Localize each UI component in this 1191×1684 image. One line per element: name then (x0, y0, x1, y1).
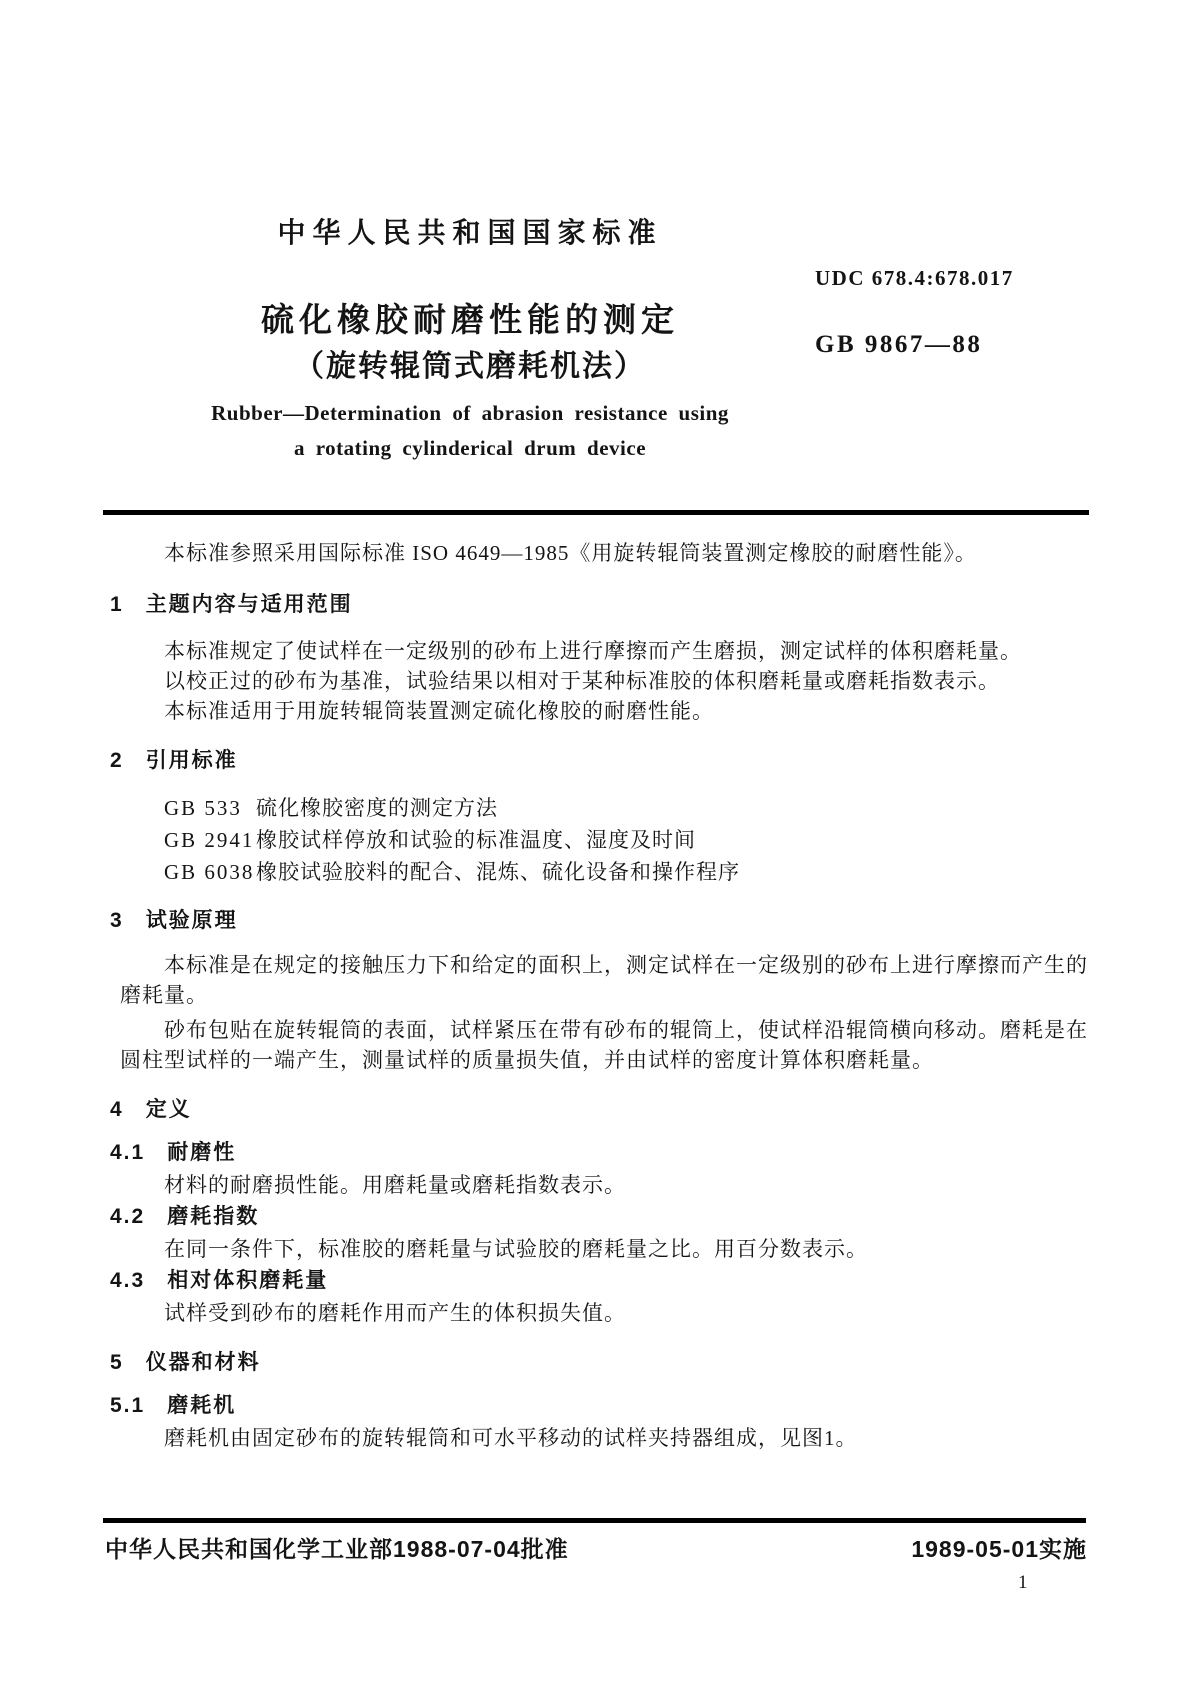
standard-code: GB 9867—88 (815, 331, 983, 358)
udc-number: UDC 678.4:678.017 (815, 266, 1014, 290)
section-number: 3 (110, 909, 124, 932)
document-subtitle-cn: （旋转辊筒式磨耗机法） (294, 350, 646, 383)
reference-code: GB 6038 (164, 860, 255, 884)
section-title: 主题内容与适用范围 (145, 593, 353, 616)
reference-title: 橡胶试验胶料的配合、混炼、硫化设备和操作程序 (256, 860, 740, 884)
document-body (110, 538, 1088, 1454)
subsection-4-1-heading (110, 1137, 1088, 1169)
reference-item (164, 792, 1088, 824)
subsection-number: 4.3 (110, 1269, 146, 1292)
section-1-paragraph-2: 以校正过的砂布为基准，试验结果以相对于某种标准胶的体积磨耗量或磨耗指数表示。 (164, 669, 1000, 693)
reference-title: 橡胶试样停放和试验的标准温度、湿度及时间 (256, 828, 696, 852)
subsection-title: 磨耗指数 (167, 1205, 260, 1228)
page-number: 1 (1018, 1572, 1028, 1593)
intro-paragraph: 本标准参照采用国际标准 ISO 4649—1985《用旋转辊筒装置测定橡胶的耐磨性能》。 (164, 541, 977, 565)
implementation-text: 1989-05-01实施 (911, 1536, 1087, 1562)
section-number: 1 (110, 593, 124, 616)
subsection-number: 4.2 (110, 1205, 146, 1228)
section-number: 2 (110, 749, 124, 772)
reference-item (164, 824, 1088, 856)
section-number: 5 (110, 1351, 124, 1374)
section-title: 试验原理 (145, 909, 238, 932)
section-4-heading (110, 1095, 1088, 1125)
section-number: 4 (110, 1098, 124, 1121)
reference-code: GB 2941 (164, 828, 255, 852)
section-3-heading (110, 906, 1088, 936)
reference-code: GB 533 (164, 796, 242, 820)
section-title: 引用标准 (145, 749, 238, 772)
section-3-paragraph-2: 砂布包贴在旋转辊筒的表面，试样紧压在带有砂布的辊筒上，使试样沿辊筒横向移动。磨耗是在圆柱型试样的一端产生，测量试样的质量损失值，并由试样的密度计算体积磨耗量。 (120, 1018, 1088, 1072)
approval-text: 中华人民共和国化学工业部1988-07-04批准 (105, 1536, 569, 1562)
header-divider (103, 510, 1089, 515)
standard-label: 中华人民共和国国家标准 (277, 217, 663, 248)
subsection-title: 相对体积磨耗量 (167, 1269, 329, 1292)
document-title-en-line2: a rotating cylinderical drum device (293, 436, 647, 460)
section-2-heading (110, 746, 1088, 776)
subsection-title: 耐磨性 (167, 1141, 237, 1164)
subsection-4-3-text: 试样受到砂布的磨耗作用而产生的体积损失值。 (164, 1301, 626, 1325)
section-1-paragraph-1: 本标准规定了使试样在一定级别的砂布上进行摩擦而产生磨损，测定试样的体积磨耗量。 (164, 639, 1022, 663)
subsection-title: 磨耗机 (167, 1394, 237, 1417)
footer (105, 1531, 1087, 1564)
subsection-4-2-heading (110, 1201, 1088, 1233)
subsection-5-1-text: 磨耗机由固定砂布的旋转辊筒和可水平移动的试样夹持器组成，见图1。 (164, 1426, 858, 1450)
section-1-paragraph-3: 本标准适用于用旋转辊筒装置测定硫化橡胶的耐磨性能。 (164, 699, 714, 723)
subsection-5-1-heading (110, 1390, 1088, 1422)
reference-list (110, 792, 1088, 888)
subsection-4-2-text: 在同一条件下，标准胶的磨耗量与试验胶的磨耗量之比。用百分数表示。 (164, 1237, 868, 1261)
subsection-4-1-text: 材料的耐磨损性能。用磨耗量或磨耗指数表示。 (164, 1173, 626, 1197)
footer-divider (103, 1518, 1086, 1523)
subsection-4-3-heading (110, 1265, 1088, 1297)
section-3-paragraph-1: 本标准是在规定的接触压力下和给定的面积上，测定试样在一定级别的砂布上进行摩擦而产生的磨耗量。 (120, 953, 1088, 1007)
subsection-number: 5.1 (110, 1394, 146, 1417)
document-title-cn: 硫化橡胶耐磨性能的测定 (261, 301, 679, 338)
reference-item (164, 856, 1088, 888)
section-1-heading (110, 590, 1088, 620)
document-title-en-line1: Rubber—Determination of abrasion resistance using (211, 401, 729, 425)
subsection-number: 4.1 (110, 1141, 146, 1164)
reference-title: 硫化橡胶密度的测定方法 (256, 796, 498, 820)
section-5-heading (110, 1348, 1088, 1378)
section-title: 仪器和材料 (145, 1351, 261, 1374)
section-title: 定义 (145, 1098, 192, 1121)
